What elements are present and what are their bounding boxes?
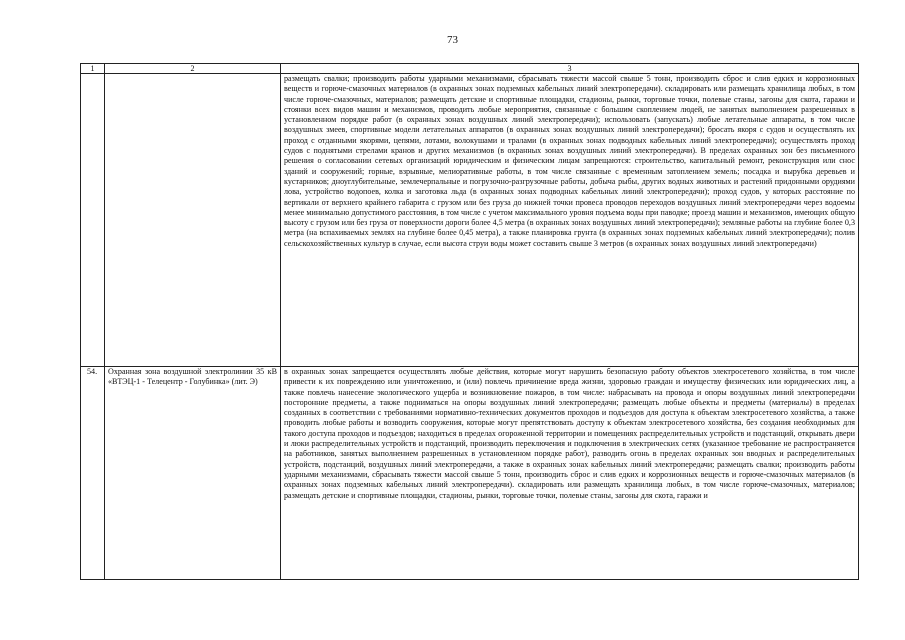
table-header-row [81, 64, 859, 74]
restrictions-text: размещать свалки; производить работы ударными механизмами, сбрасывать тяжести массой свыше 5 тонн, производить сброс и слив едких и коррозионных веществ и горюче-смазочных материалов (в охранных зонах подземных кабельных линий электропередачи). складировать или размещать хранилища любых, в том числе горюче-смазочных, материалов; размещать детские и спортивные площадки, стадионы, рынки, торговые точки, полевые станы, загоны для скота, гаражи и стоянки всех видов машин и механизмов, проводить любые мероприятия, связанные с большим скоплением людей, не занятых выполнением разрешенных в установленном порядке работ (в охранных зонах воздушных линий электропередачи); использовать (запускать) любые летательные аппараты, в том числе воздушных змеев, спортивные модели летательных аппаратов (в охранных зонах воздушных линий электропередачи); бросать якоря с судов и осуществлять их проход с отданными якорями, цепями, лотами, волокушами и тралами (в охранных зонах подводных кабельных линий электропередачи); осуществлять проход судов с поднятыми стрелами кранов и других механизмов (в охранных зонах воздушных линий электропередачи). В пределах охранных зон без письменного решения о согласовании сетевых организаций юридическим и физическим лицам запрещаются: строительство, капитальный ремонт, реконструкция или снос зданий и сооружений; горные, взрывные, мелиоративные работы, в том числе связанные с временным затоплением земель; посадка и вырубка деревьев и кустарников; дноуглубительные, землечерпальные и погрузочно-разгрузочные работы, добыча рыбы, других водных животных и растений придонными орудиями лова, устройство водопоев, колка и заготовка льда (в охранных зонах подводных кабельных линий электропередачи); проход судов, у которых расстояние по вертикали от верхнего крайнего габарита с грузом или без груза до нижней точки провеса проводов переходов воздушных линий электропередачи через водоемы менее минимально допустимого расстояния, в том числе с учетом максимального уровня подъема воды при паводке; проезд машин и механизмов, имеющих общую высоту с грузом или без груза от поверхности дороги более 4,5 метра (в охранных зонах воздушных линий электропередачи); земляные работы на глубине более 0,3 метра (на вспахиваемых землях на глубине более 0,45 метра), а также планировка грунта (в охранных зонах подземных кабельных линий электропередачи); полив сельскохозяйственных культур в случае, если высота струи воды может составить свыше 3 метров (в охранных зонах воздушных линий электропередачи) [284, 74, 855, 248]
column-header-1: 1 [81, 64, 105, 74]
restrictions-cell [281, 74, 859, 367]
page-number: 73 [447, 34, 458, 46]
row-number [81, 74, 105, 367]
table-row [81, 74, 859, 367]
restrictions-text: в охранных зонах запрещается осуществлять любые действия, которые могут нарушить безопасную работу объектов электросетевого хозяйства, в том числе привести к их повреждению или уничтожению, и (или) повлечь причинение вреда жизни, здоровью граждан и имуществу физических или юридических лиц, а также повлечь нанесение экологического ущерба и возникновение пожаров, в том числе: набрасывать на провода и опоры воздушных линий электропередачи посторонние предметы, а также подниматься на опоры воздушных линий электропередачи; размещать любые объекты и предметы (материалы) в пределах созданных в соответствии с требованиями нормативно-технических документов проходов и подъездов для доступа к объектам электросетевого хозяйства, а также проводить любые работы и возводить сооружения, которые могут препятствовать доступу к объектам электросетевого хозяйства, без создания необходимых для такого доступа проходов и подъездов; находиться в пределах огороженной территории и помещениях распределительных устройств и подстанций, открывать двери и люки распределительных устройств и подстанций, производить переключения и подключения в электрических сетях (указанное требование не распространяется на работников, занятых выполнением разрешенных в установленном порядке работ), разводить огонь в пределах охранных зон вводных и распределительных устройств, подстанций, воздушных линий электропередачи, а также в охранных зонах кабельных линий электропередачи; размещать свалки; производить работы ударными механизмами, сбрасывать тяжести массой свыше 5 тонн, производить сброс и слив едких и коррозионных веществ и горюче-смазочных материалов (в охранных зонах подземных кабельных линий электропередачи). складировать или размещать хранилища любых, в том числе горюче-смазочных, материалов; размещать детские и спортивные площадки, стадионы, рынки, торговые точки, полевые станы, загоны для скота, гаражи и [284, 367, 855, 500]
row-number: 54. [81, 367, 105, 580]
zone-name: Охранная зона воздушной электролинии 35 кВ «ВТЭЦ-1 - Телецентр - Голубинка» (лит. Э) [105, 367, 281, 580]
column-header-3: 3 [281, 64, 859, 74]
column-header-2: 2 [105, 64, 281, 74]
table-row [81, 367, 859, 580]
restrictions-cell [281, 367, 859, 580]
restrictions-table [80, 63, 859, 580]
zone-name [105, 74, 281, 367]
